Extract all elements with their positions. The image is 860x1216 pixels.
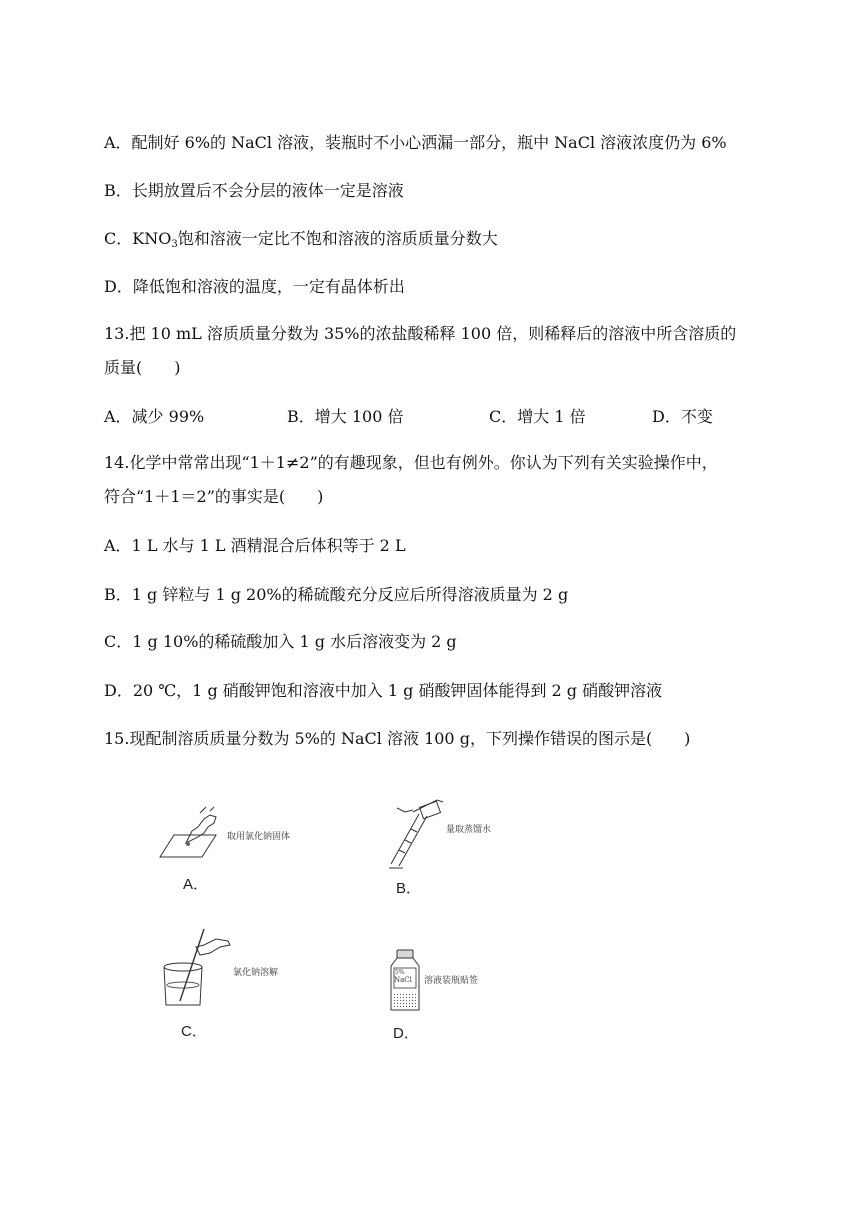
bottle-label-mark: 5% [395,969,405,976]
figure-b-caption: 量取蒸馏水 [446,825,492,835]
q12-option-c-prefix: C．KNO [104,229,172,248]
figure-a-label: A． [183,876,209,893]
q13-option-a: A．减少 99% [104,407,205,426]
q14-option-c: C．1 g 10%的稀硫酸加入 1 g 水后溶液变为 2 g [104,632,457,651]
q14-option-d: D．20 ℃，1 g 硝酸钾饱和溶液中加入 1 g 硝酸钾固体能得到 2 g 硝酸钾溶液 [104,681,663,700]
q14-stem-line2: 符合“1＋1＝2”的事实是( ) [104,487,324,506]
q12-option-c-suffix: 饱和溶液一定比不饱和溶液的溶质质量分数大 [177,229,498,248]
q12-option-c-subscript: 3 [171,239,178,250]
q15-stem: 15.现配制溶质质量分数为 5%的 NaCl 溶液 100 g，下列操作错误的图示是( ) [104,729,691,748]
figure-c-label: C． [181,1023,207,1040]
figure-a-caption: 取用氯化钠固体 [227,832,291,842]
q14-stem-line1: 14.化学中常常出现“1＋1≠2”的有趣现象，但也有例外。你认为下列有关实验操作中， [104,453,718,472]
q12-option-d: D．降低饱和溶液的温度，一定有晶体析出 [104,277,405,296]
figure-d-label: D． [393,1025,419,1042]
figure-b-label: B． [396,880,422,897]
figure-c-drawing [160,925,235,1010]
figure-d-caption: 溶液装瓶贴签 [424,976,479,986]
bottle-label-text: NaCl [394,976,412,984]
q12-option-b: B．长期放置后不会分层的液体一定是溶液 [104,181,404,200]
q13-stem-line2: 质量( ) [104,358,181,377]
beaker-glass-rod-icon [160,925,235,1010]
measuring-cylinder-icon [385,798,445,870]
q13-option-c: C．增大 1 倍 [489,407,586,426]
paper-and-hand-icon [158,805,228,865]
q14-option-b: B．1 g 锌粒与 1 g 20%的稀硫酸充分反应后所得溶液质量为 2 g [104,585,569,604]
q13-option-d: D．不变 [652,407,713,426]
q13-option-b: B．增大 100 倍 [287,407,404,426]
q12-option-a: A．配制好 6%的 NaCl 溶液，装瓶时不小心洒漏一部分，瓶中 NaCl 溶液浓度仍为 6% [104,133,727,152]
figure-c-caption: 氯化钠溶解 [233,968,279,978]
q13-stem-line1: 13.把 10 mL 溶质质量分数为 35%的浓盐酸稀释 100 倍，则稀释后的溶液中所含溶质的 [104,324,737,343]
q14-option-a: A．1 L 水与 1 L 酒精混合后体积等于 2 L [104,536,406,555]
figure-b-drawing [385,798,445,870]
figure-a-drawing [158,805,228,865]
q12-option-c [104,229,498,249]
